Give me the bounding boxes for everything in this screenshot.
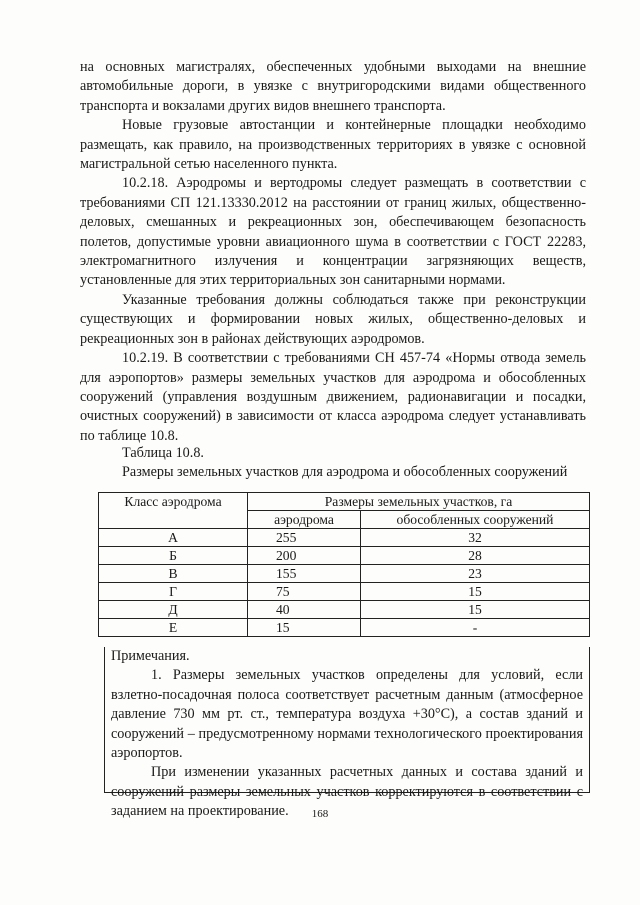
page-number: 168 [311,808,329,820]
cell-class: А [99,529,248,547]
table-title: Таблица 10.8. [122,445,204,461]
paragraph-cargo-stations: Новые грузовые автостанции и контейнерные площадки необходимо размещать, как правило, на производственных территориях в увязке с основной магистральной сетью населенного пункта. [80,117,586,173]
note-item: 1. Размеры земельных участков определены для условий, если взлетно-посадочная полоса соответствует расчетным данным (атмосферное давление 730 мм рт. ст., температура воздуха +30°С), а состав зданий и сооружений – предусмотренному нормами технологического проектирования аэропортов. [111,667,583,762]
table-row [99,529,590,547]
table-subtitle: Размеры земельных участков для аэродрома и обособленных сооружений [122,464,568,481]
cell-aerodrome: 155 [248,565,361,583]
paragraph-10-2-19: 10.2.19. В соответствии с требованиями СН 457-74 «Нормы отвода земель для аэропортов» размеры земельных участков для аэродрома и обособленных сооружений (управления воздушным движением, радионавигации и посадки, очистных сооружений) в зависимости от класса аэродрома следует устанавливать по таблице 10.8. [80,350,586,444]
cell-aerodrome: 255 [248,529,361,547]
table-row [99,619,590,637]
table-header-row [99,493,590,511]
notes-heading: Примечания. [111,648,190,664]
header-class: Класс аэродрома [99,493,248,529]
land-size-table [98,492,590,637]
header-separate: обособленных сооружений [361,511,590,529]
body-text [80,58,586,446]
table-row [99,583,590,601]
table-caption [80,444,586,483]
paragraph-10-2-18: 10.2.18. Аэродромы и вертодромы следует размещать в соответствии с требованиями СП 121.13330.2012 на расстоянии от границ жилых, общественно-деловых, смешанных и рекреационных зон, обеспечивающем безопасность полетов, допустимые уровни авиационного шума в соответствии с ГОСТ 22283, электромагнитного излучения и концентрации загрязняющих веществ, установленные для этих территориальных зон санитарными нормами. [80,175,586,289]
cell-class: Е [99,619,248,637]
cell-separate: 15 [361,601,590,619]
header-sizes: Размеры земельных участков, га [248,493,590,511]
table-row [99,601,590,619]
cell-class: Г [99,583,248,601]
header-aerodrome: аэродрома [248,511,361,529]
cell-aerodrome: 200 [248,547,361,565]
cell-separate: 28 [361,547,590,565]
paragraph-requirements: Указанные требования должны соблюдаться также при реконструкции существующих и формировании новых жилых, общественно-деловых и рекреационных зон в районах действующих аэродромов. [80,291,586,347]
cell-separate: 15 [361,583,590,601]
note-item: При изменении указанных расчетных данных и состава зданий и сооружений размеры земельных участков корректируются в соответствии с заданием на проектирование. [111,764,583,820]
paragraph-continuation: на основных магистралях, обеспеченных удобными выходами на внешние автомобильные дороги, в увязке с внутригородскими видами общественного транспорта и вокзалами других видов внешнего транспорта. [80,59,586,114]
cell-separate: - [361,619,590,637]
cell-aerodrome: 40 [248,601,361,619]
cell-aerodrome: 15 [248,619,361,637]
cell-aerodrome: 75 [248,583,361,601]
cell-separate: 23 [361,565,590,583]
cell-separate: 32 [361,529,590,547]
cell-class: Б [99,547,248,565]
table-row [99,565,590,583]
cell-class: Д [99,601,248,619]
table-row [99,547,590,565]
cell-class: В [99,565,248,583]
